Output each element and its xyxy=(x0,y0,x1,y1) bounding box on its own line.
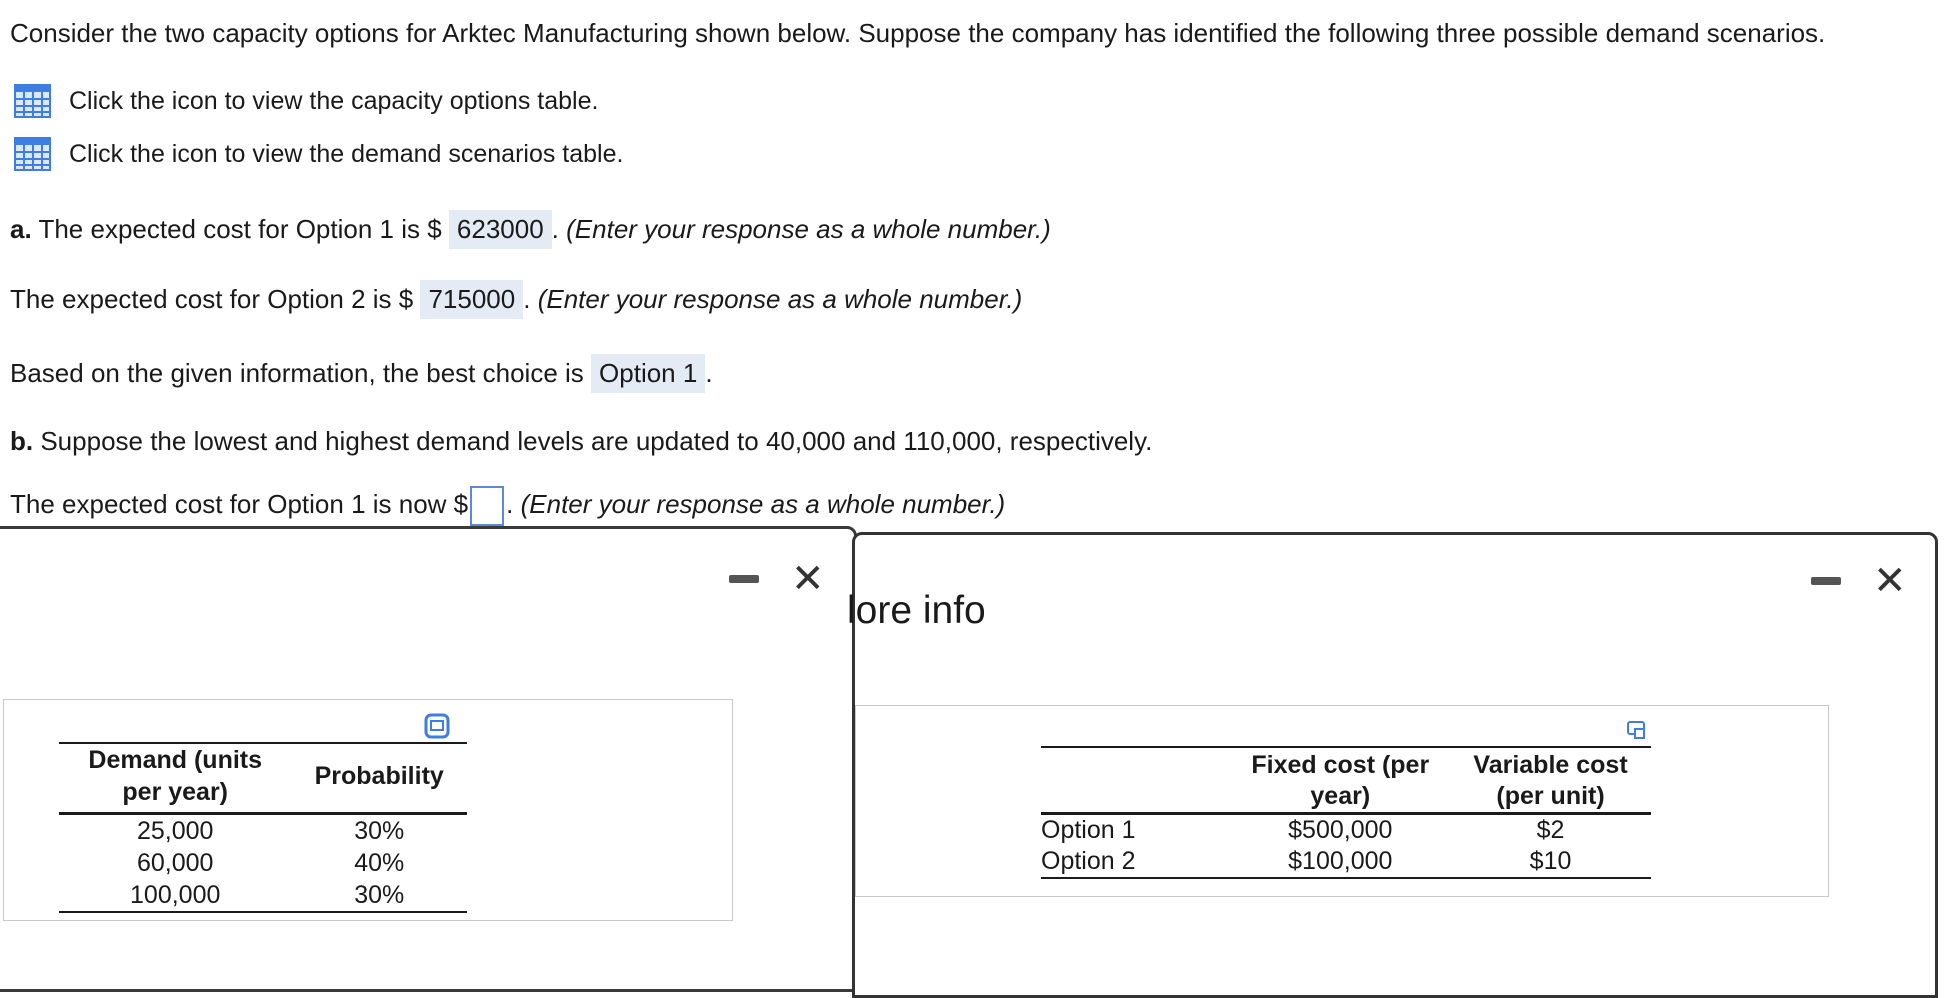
capacity-table-panel xyxy=(855,705,1829,897)
demand-scenarios-link[interactable] xyxy=(14,137,623,171)
column-header-demand: Demand (units per year) xyxy=(59,743,291,814)
capacity-link-text[interactable]: Click the icon to view the capacity options table. xyxy=(69,86,599,115)
demand-cell: 100,000 xyxy=(59,879,291,912)
demand-link-text[interactable]: Click the icon to view the demand scenarios table. xyxy=(69,139,624,168)
table-row xyxy=(1041,814,1651,847)
copy-icon[interactable] xyxy=(424,713,450,739)
column-header-option xyxy=(1041,747,1231,814)
best-choice-prefix: Based on the given information, the best choice is xyxy=(10,358,584,388)
option1-new-cost-input[interactable] xyxy=(470,486,504,526)
close-icon[interactable]: ✕ xyxy=(1873,558,1907,604)
part-b-option1-prefix: The expected cost for Option 1 is now $ xyxy=(10,488,469,519)
close-icon[interactable]: ✕ xyxy=(791,556,825,602)
part-b-text: Suppose the lowest and highest demand levels are updated to 40,000 and 110,000, respectively. xyxy=(40,426,1153,456)
part-a-option1 xyxy=(10,210,1051,249)
variable-cost-cell: $10 xyxy=(1450,846,1651,878)
minimize-icon[interactable] xyxy=(1811,577,1841,585)
whole-number-hint: (Enter your response as a whole number.) xyxy=(537,284,1023,314)
part-a-label: a. xyxy=(10,214,32,244)
whole-number-hint: (Enter your response as a whole number.) xyxy=(566,214,1051,244)
option1-cost-answer[interactable]: 623000 xyxy=(449,210,552,249)
whole-number-hint: (Enter your response as a whole number.) xyxy=(520,488,1006,519)
part-b-period: . xyxy=(506,488,514,519)
capacity-options-table xyxy=(1041,746,1651,879)
demand-cell: 60,000 xyxy=(136,849,214,877)
option-cell: Option 1 xyxy=(1041,816,1136,844)
option2-cost-answer[interactable]: 715000 xyxy=(420,280,523,319)
part-a-option2-prefix: The expected cost for Option 2 is $ xyxy=(10,284,414,314)
part-a-option1-period: . xyxy=(551,214,559,244)
demand-cell: 25,000 xyxy=(136,817,214,845)
window-controls xyxy=(1811,558,1907,604)
capacity-options-link[interactable] xyxy=(14,84,598,118)
fixed-cost-cell: $500,000 xyxy=(1288,816,1393,844)
part-a-option1-prefix: The expected cost for Option 1 is $ xyxy=(38,214,442,244)
table-row xyxy=(59,814,467,848)
part-a-option2-period: . xyxy=(523,284,531,314)
fixed-cost-cell: $100,000 xyxy=(1231,846,1451,878)
more-info-popup xyxy=(847,532,1938,998)
table-grid-icon[interactable] xyxy=(14,84,51,118)
column-header-fixed-cost: Fixed cost (per year) xyxy=(1231,747,1451,814)
table-row xyxy=(59,879,467,912)
part-b-label: b. xyxy=(10,426,34,456)
column-header-probability: Probability xyxy=(291,743,467,814)
probability-cell: 30% xyxy=(291,879,467,912)
question-intro: Consider the two capacity options for Arktec Manufacturing shown below. Suppose the company has identified the following three possible demand scenarios. xyxy=(10,18,1826,48)
popup-title: lore info xyxy=(847,589,986,632)
probability-cell: 40% xyxy=(354,849,405,877)
part-a-option2 xyxy=(10,280,1022,319)
part-b-intro xyxy=(10,426,1152,457)
demand-table-panel xyxy=(3,699,733,921)
best-choice-period: . xyxy=(705,358,713,388)
table-grid-icon[interactable] xyxy=(14,137,51,171)
copy-icon[interactable] xyxy=(1626,720,1646,740)
demand-scenarios-popup xyxy=(0,526,857,992)
minimize-icon[interactable] xyxy=(729,575,759,583)
variable-cost-cell: $2 xyxy=(1536,816,1565,844)
best-choice-line xyxy=(10,354,713,393)
table-row xyxy=(1041,846,1651,878)
part-b-option1 xyxy=(10,486,1005,526)
column-header-variable-cost: Variable cost (per unit) xyxy=(1450,747,1651,814)
demand-scenarios-table xyxy=(59,742,467,913)
window-controls xyxy=(729,556,825,602)
best-choice-answer[interactable]: Option 1 xyxy=(591,354,705,393)
probability-cell: 30% xyxy=(354,817,405,845)
option-cell: Option 2 xyxy=(1041,846,1231,878)
table-row xyxy=(59,847,467,879)
